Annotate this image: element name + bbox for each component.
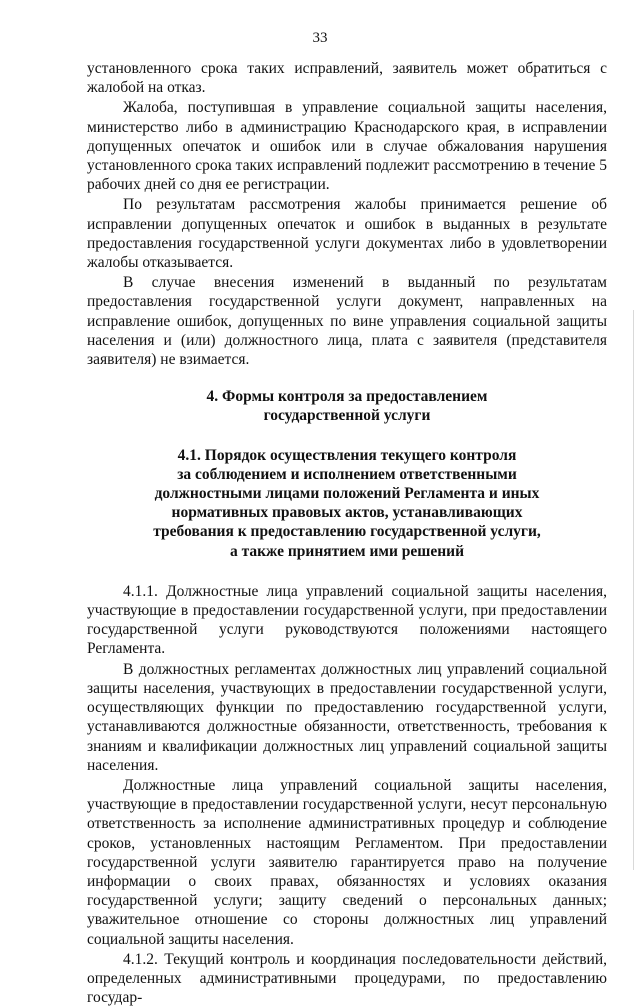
page-number: 33 (312, 30, 328, 46)
paragraph-4-1-2: 4.1.2. Текущий контроль и координация последовательности действий, определенных административными процедурами, по предоставлению государ- (87, 950, 607, 1007)
paragraph-continuation: установленного срока таких исправлений, заявитель может обратиться с жалобой на отказ. (87, 60, 607, 97)
paragraph-no-fee: В случае внесения изменений в выданный по результатам предоставления государственной услуги документ, направленных на исправление ошибок, допущенных по вине управления социальной защиты населения и (или) должностного лица, плата с заявителя (представителя заявителя) не взимается. (87, 274, 607, 369)
document-body (87, 59, 607, 1008)
scan-edge-line (633, 310, 634, 870)
subsection-heading (87, 446, 607, 561)
subsection-heading-line: требования к предоставлению государственной услуги, (153, 523, 541, 541)
section-heading-line: государственной услуги (263, 407, 431, 425)
paragraph-4-1-1: 4.1.1. Должностные лица управлений социальной защиты населения, участвующие в предоставлении государственной услуги, при предоставлении государственной услуги руководствуются положениями настоящего Регламента. (87, 582, 607, 658)
subsection-heading-line: должностными лицами положений Регламента и иных (154, 485, 540, 503)
paragraph-decision: По результатам рассмотрения жалобы принимается решение об исправлении допущенных опечаток и ошибок в выданных в результате предоставления государственной услуги документах либо в удовлетворении жалобы отказывается. (87, 196, 607, 272)
paragraph-responsibility: Должностные лица управлений социальной защиты населения, участвующие в предоставлении государственной услуги, несут персональную ответственность за исполнение административных процедур и соблюдение сроков, установленных настоящим Регламентом. При предоставлении государственной услуги заявителю гарантируется право на получение информации о своих правах, обязанностях и условиях оказания государственной услуги; защиту сведений о персональных данных; уважительное отношение со стороны должностных лиц управлений социальной защиты населения. (87, 776, 607, 948)
subsection-heading-line: за соблюдением и исполнением ответственными (177, 465, 517, 483)
paragraph-regulations: В должностных регламентах должностных лиц управлений социальной защиты населения, участвующих в предоставлении государственной услуги, осуществляющих функции по предоставлению государственной услуги, устанавливаются должностные обязанности, ответственность, требования к знаниям и квалификации должностных лиц управлений социальной защиты населения. (87, 660, 607, 774)
subsection-heading-line: нормативных правовых актов, устанавливающих (171, 504, 523, 522)
section-heading (87, 387, 607, 425)
subsection-heading-line: а также принятием ими решений (229, 542, 465, 560)
subsection-heading-line: 4.1. Порядок осуществления текущего контроля (177, 446, 517, 464)
section-heading-line: 4. Формы контроля за предоставлением (206, 388, 488, 406)
paragraph-complaint: Жалоба, поступившая в управление социальной защиты населения, министерство либо в администрацию Краснодарского края, в исправлении допущенных опечаток и ошибок или в случае обжалования нарушения установленного срока таких исправлений подлежит рассмотрению в течение 5 рабочих дней со дня ее регистрации. (87, 99, 607, 194)
